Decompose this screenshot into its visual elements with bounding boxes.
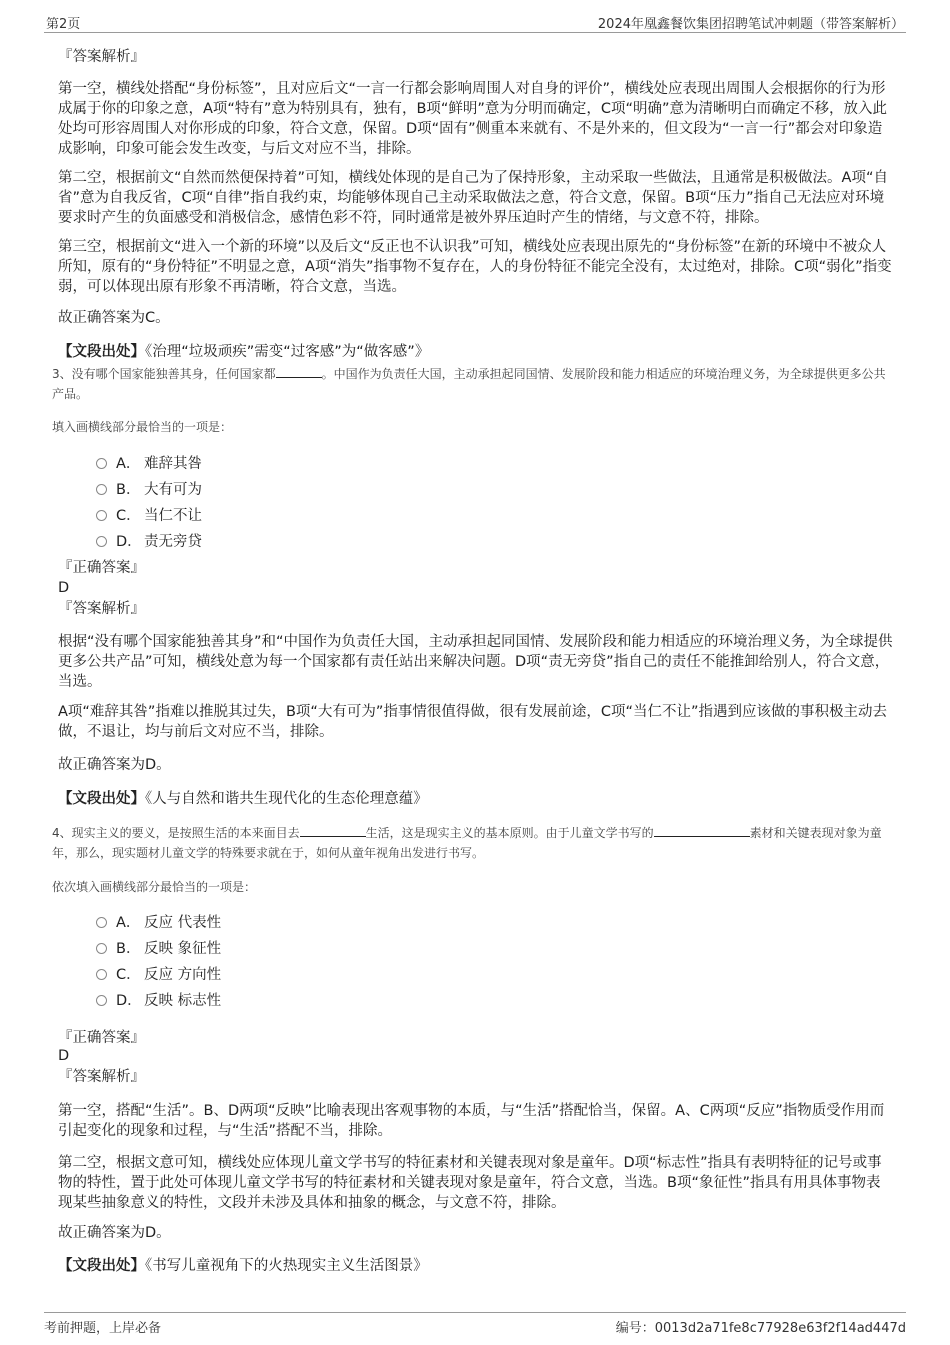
- q4-option-d-text: 反映 标志性: [144, 993, 222, 1009]
- q4-option-b[interactable]: [96, 939, 221, 959]
- q2-source-label: 【文段出处】: [58, 344, 145, 360]
- q4-option-b-letter: B．: [116, 941, 141, 957]
- q4-answer: D: [58, 1048, 70, 1064]
- q4-option-c-text: 反应 方向性: [144, 967, 222, 983]
- q3-option-b-letter: B．: [116, 482, 141, 498]
- q4-option-a-text: 反应 代表性: [144, 915, 222, 931]
- q3-analysis-label: 『答案解析』: [58, 601, 145, 617]
- q2-source: [58, 342, 429, 362]
- q4-analysis-label: 『答案解析』: [58, 1069, 145, 1085]
- radio-icon[interactable]: [96, 995, 107, 1006]
- q4-option-b-text: 反映 象征性: [144, 941, 222, 957]
- radio-icon[interactable]: [96, 917, 107, 928]
- q4-conclusion: 故正确答案为D。: [58, 1225, 171, 1241]
- q4-source-title: 《书写儿童视角下的火热现实主义生活图景》: [145, 1258, 428, 1274]
- q3-blank: [276, 365, 322, 378]
- q3-analysis-para-2: A项“难辞其咎”指难以推脱其过失，B项“大有可为”指事情很值得做，很有发展前途，C项“当仁不让”指遇到应该做的事积极主动去做，不退让，均与前后文对应不当，排除。: [58, 704, 888, 740]
- q3-stem-after: 。中国作为负责任大国，主动承担起同国情、发展阶段和能力相适应的环境治理义务，为全球提供更多公共产品。: [52, 367, 886, 401]
- q4-source: [58, 1256, 428, 1276]
- q3-option-c-text: 当仁不让: [144, 508, 202, 524]
- page-number: 第2页: [46, 17, 81, 32]
- q2-analysis-para-3: 第三空，根据前文“进入一个新的环境”以及后文“反正也不认识我”可知，横线处应表现出原先的“身份标签”在新的环境中不被众人所知，原有的“身份特征”不明显之意，A项“消失”指事物不复存在，人的身份特征不能完全没有，太过绝对，排除。C项“弱化”指变弱，可以体现出原有形象不再清晰，符合文意，当选。: [58, 239, 892, 295]
- q3-option-a-letter: A．: [116, 456, 141, 472]
- q3-option-b[interactable]: [96, 480, 202, 500]
- q3-source-label: 【文段出处】: [58, 791, 145, 807]
- q2-analysis-para-1: 第一空，横线处搭配“身份标签”，且对应后文“一言一行都会影响周围人对自身的评价”，横线处应表现出周围人会根据你的行为形成属于你的印象之意，A项“特有”意为特别具有，独有，B项“鲜明”意为分明而确定，C项“明确”意为清晰明白而确定不移，放入此处均可形容周围人对你形成的印象，符合文意，保留。D项“固有”侧重本来就有、不是外来的，但文段为“一言一行”都会对印象造成影响，印象可能会发生改变，与后文对应不当，排除。: [58, 81, 888, 157]
- q3-option-d[interactable]: [96, 532, 202, 552]
- page-footer: [44, 1312, 906, 1335]
- q3-conclusion: 故正确答案为D。: [58, 757, 171, 773]
- q4-blank-1: [300, 824, 366, 837]
- q3-option-d-letter: D．: [116, 534, 142, 550]
- q2-conclusion: 故正确答案为C。: [58, 310, 170, 326]
- q3-answer: D: [58, 580, 70, 596]
- q4-option-c-letter: C．: [116, 967, 141, 983]
- radio-icon[interactable]: [96, 458, 107, 469]
- q4-analysis-para-1: 第一空，搭配“生活”。B、D两项“反映”比喻表现出客观事物的本质，与“生活”搭配恰当，保留。A、C两项“反应”指物质受作用而引起变化的现象和过程，与“生活”搭配不当，排除。: [58, 1103, 885, 1139]
- radio-icon[interactable]: [96, 969, 107, 980]
- footer-slogan: 考前押题，上岸必备: [44, 1321, 162, 1336]
- radio-icon[interactable]: [96, 484, 107, 495]
- q3-option-a-text: 难辞其咎: [144, 456, 202, 472]
- q2-source-title: 《治理“垃圾顽疾”需变“过客感”为“做客感”》: [145, 344, 430, 360]
- q4-analysis-para-2: 第二空，根据文意可知，横线处应体现儿童文学书写的特征素材和关键表现对象是童年。D项“标志性”指具有表明特征的记号或事物的特性，置于此处可体现儿童文学书写的特征素材和关键表现对象是童年，符合文意，当选。B项“象征性”指具有用具体事物表现某些抽象意义的特性，文段并未涉及具体和抽象的概念，与文意不符，排除。: [58, 1155, 882, 1211]
- q4-option-d-letter: D．: [116, 993, 142, 1009]
- page-header: [44, 10, 906, 33]
- radio-icon[interactable]: [96, 536, 107, 547]
- q3-stem: [52, 364, 892, 404]
- q2-analysis-label: 『答案解析』: [58, 49, 145, 65]
- q3-option-c[interactable]: [96, 506, 202, 526]
- q4-blank-2: [654, 824, 750, 837]
- q4-option-d[interactable]: [96, 991, 221, 1011]
- q3-stem-before: 3、没有哪个国家能独善其身，任何国家都: [52, 367, 276, 381]
- q3-option-a[interactable]: [96, 454, 202, 474]
- q4-option-c[interactable]: [96, 965, 221, 985]
- q4-answer-label: 『正确答案』: [58, 1030, 145, 1046]
- radio-icon[interactable]: [96, 510, 107, 521]
- q2-analysis-para-2: 第二空，根据前文“自然而然便保持着”可知，横线处体现的是自己为了保持形象，主动采取一些做法，且通常是积极做法。A项“自省”意为自我反省，C项“自律”指自我约束，均能够体现自己主动采取做法之意，符合文意，保留。B项“压力”指自己无法应对环境要求时产生的负面感受和消极信念，感情色彩不符，同时通常是被外界压迫时产生的情绪，与文意不符，排除。: [58, 170, 888, 226]
- q4-option-a[interactable]: [96, 913, 221, 933]
- q4-stem-part-3: 素材和关键表现对象为童年，那么，现实题材儿童文学的特殊要求就在于，如何从童年视角出发进行书写。: [52, 826, 882, 860]
- q3-option-d-text: 责无旁贷: [144, 534, 202, 550]
- q3-instruction: 填入画横线部分最恰当的一项是：: [52, 420, 233, 434]
- q4-stem: [52, 823, 892, 863]
- q3-option-c-letter: C．: [116, 508, 141, 524]
- q4-option-a-letter: A．: [116, 915, 141, 931]
- q3-answer-label: 『正确答案』: [58, 560, 145, 576]
- document-title: 2024年凰鑫餐饮集团招聘笔试冲刺题（带答案解析）: [597, 17, 904, 32]
- document-id: 编号：0013d2a71fe8c77928e63f2f14ad447d: [615, 1321, 906, 1336]
- q4-instruction: 依次填入画横线部分最恰当的一项是：: [52, 880, 257, 894]
- q4-stem-part-1: 4、现实主义的要义，是按照生活的本来面目去: [52, 826, 300, 840]
- q3-option-b-text: 大有可为: [144, 482, 202, 498]
- q4-stem-part-2: 生活，这是现实主义的基本原则。由于儿童文学书写的: [365, 826, 654, 840]
- q3-source: [58, 789, 428, 809]
- q3-source-title: 《人与自然和谐共生现代化的生态伦理意蕴》: [145, 791, 428, 807]
- q3-analysis-para-1: 根据“没有哪个国家能独善其身”和“中国作为负责任大国，主动承担起同国情、发展阶段和能力相适应的环境治理义务，为全球提供更多公共产品”可知，横线处意为每一个国家都有责任站出来解决问题。D项“责无旁贷”指自己的责任不能推卸给别人，符合文意，当选。: [58, 634, 893, 690]
- radio-icon[interactable]: [96, 943, 107, 954]
- q4-source-label: 【文段出处】: [58, 1258, 145, 1274]
